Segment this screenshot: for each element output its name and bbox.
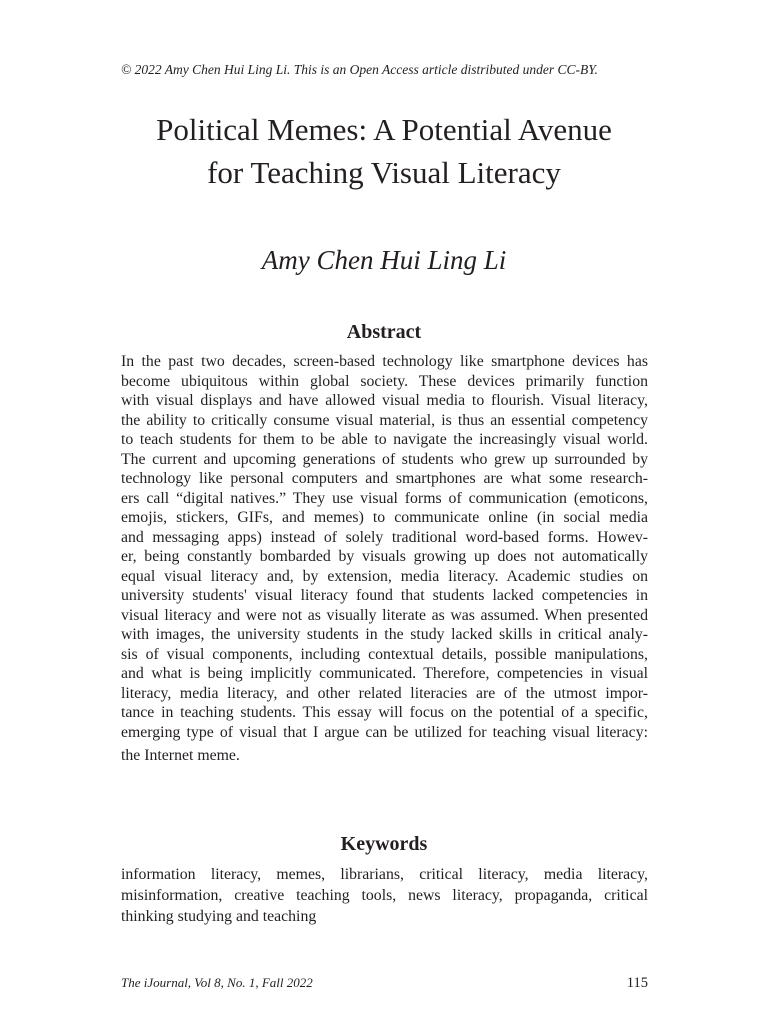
abstract-line: and messaging apps) instead of solely traditional word-based forms. Howev- (121, 528, 648, 546)
journal-citation: The iJournal, Vol 8, No. 1, Fall 2022 (121, 975, 313, 990)
keywords-line: information literacy, memes, librarians, critical literacy, media literacy, (121, 866, 648, 883)
keywords-line: thinking studying and teaching (121, 908, 317, 925)
author-name: Amy Chen Hui Ling Li (261, 245, 507, 275)
abstract-line: university students' visual literacy found that students lacked competencies in (121, 587, 648, 604)
abstract-heading: Abstract (346, 321, 422, 343)
abstract-line: become ubiquitous within global society. These devices primarily function (121, 372, 648, 390)
page-number: 115 (626, 975, 648, 991)
abstract-line: with images, the university students in the study lacked skills in critical analy- (121, 626, 648, 643)
abstract-line: with visual displays and have allowed visual media to flourish. Visual literacy, (121, 392, 648, 409)
abstract-line: The current and upcoming generations of students who grew up surrounded by (121, 450, 648, 468)
abstract-line: to teach students for them to be able to navigate the increasingly visual world. (121, 431, 648, 448)
abstract-line: visual literacy and were not as visually literate as was assumed. When presented (121, 606, 648, 624)
abstract-text (121, 352, 648, 766)
abstract-line: the Internet meme. (121, 747, 240, 764)
abstract-line: emerging type of visual that I argue can be utilized for teaching visual literacy: (121, 723, 648, 741)
abstract-line: ers call “digital natives.” They use visual forms of communication (emoticons, (121, 489, 648, 507)
copyright-notice: © 2022 Amy Chen Hui Ling Li. This is an Open Access article distributed under CC-BY. (121, 62, 598, 77)
abstract-line: emojis, stickers, GIFs, and memes) to communicate online (in social media (121, 509, 648, 526)
abstract-line: the ability to critically consume visual material, is thus an essential competency (121, 411, 648, 429)
keywords-line: misinformation, creative teaching tools, news literacy, propaganda, critical (121, 887, 648, 904)
abstract-line: and what is being implicitly communicated. Therefore, competencies in visual (121, 665, 648, 682)
abstract-line: technology like personal computers and smartphones are what some research- (121, 470, 648, 487)
keywords-text (121, 864, 648, 927)
abstract-line: sis of visual components, including contextual details, possible manipulations, (121, 645, 648, 663)
abstract-line: literacy, media literacy, and other related literacies are of the utmost impor- (121, 684, 648, 702)
abstract-line: er, being constantly bombarded by visuals growing up does not automatically (121, 548, 648, 565)
title-line: for Teaching Visual Literacy (207, 155, 561, 190)
keywords-heading: Keywords (340, 833, 428, 855)
title-line: Political Memes: A Potential Avenue (156, 112, 612, 147)
article-title (84, 108, 684, 194)
abstract-line: In the past two decades, screen-based technology like smartphone devices has (121, 353, 648, 370)
abstract-line: tance in teaching students. This essay will focus on the potential of a specific, (121, 704, 648, 721)
abstract-line: equal visual literacy and, by extension, media literacy. Academic studies on (121, 567, 648, 585)
